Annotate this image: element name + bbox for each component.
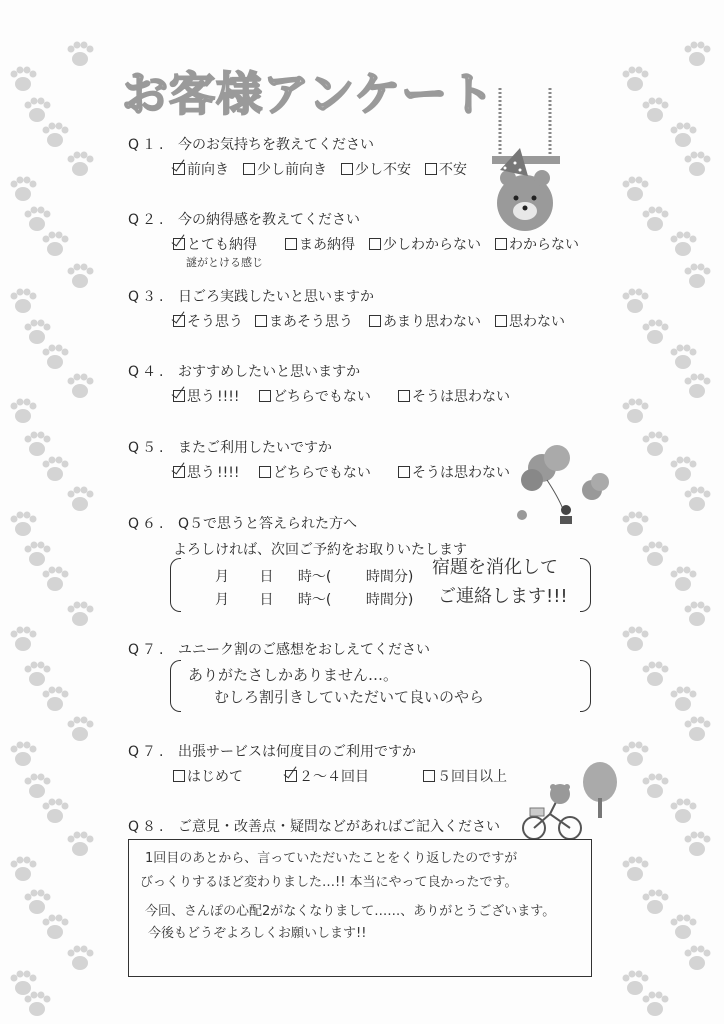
handwritten-comment-line1: 1回目のあとから、言っていただいたことをくり返したのですが <box>145 851 518 866</box>
paw-print-icon <box>668 121 698 149</box>
option-checkbox[interactable]: 思う !!!! <box>173 386 239 406</box>
paw-print-icon <box>620 65 650 93</box>
paw-print-icon <box>668 913 698 941</box>
q2-options <box>173 234 593 254</box>
paw-print-icon <box>682 600 712 628</box>
paw-print-icon <box>8 175 38 203</box>
option-checkbox[interactable]: ２～４回目 <box>285 766 369 786</box>
checkbox[interactable] <box>495 238 507 250</box>
checkbox[interactable] <box>369 238 381 250</box>
handwritten-answer-q6-line2: ご連絡します!!! <box>438 586 568 607</box>
option-checkbox[interactable]: とても納得 <box>173 234 257 254</box>
handwritten-note: 謎がとける感じ <box>186 256 263 269</box>
paw-print-icon <box>640 318 670 346</box>
paw-print-icon <box>620 287 650 315</box>
question-7b <box>128 741 416 761</box>
paw-print-icon <box>40 797 70 825</box>
paw-print-icon <box>22 318 52 346</box>
option-checkbox[interactable]: そう思う <box>173 311 243 331</box>
option-checkbox[interactable]: あまり思わない <box>369 311 481 331</box>
handwritten-answer-q6-line1: 宿題を消化して <box>432 557 558 578</box>
month-label: 月 <box>215 569 229 585</box>
paw-print-icon <box>40 565 70 593</box>
question-number: Q４. <box>128 364 167 380</box>
checkbox[interactable] <box>259 466 271 478</box>
paw-print-icon <box>65 372 95 400</box>
option-checkbox[interactable]: まあそう思う <box>255 311 353 331</box>
question-number: Q７. <box>128 642 167 658</box>
question-number: Q１. <box>128 137 167 153</box>
question-text: 今の納得感を教えてください <box>178 212 360 228</box>
bracket-right <box>580 558 591 612</box>
question-1 <box>128 134 374 154</box>
checkbox[interactable] <box>173 770 185 782</box>
handwritten-exclaim: !!!! <box>217 389 240 405</box>
option-checkbox[interactable]: 思う !!!! <box>173 462 239 482</box>
question-number: Q３. <box>128 289 167 305</box>
checkbox[interactable] <box>369 315 381 327</box>
day-label: 日 <box>259 592 274 608</box>
question-text: ご意見・改善点・疑問などがあればご記入ください <box>178 819 500 835</box>
question-text: 今のお気持ちを教えてください <box>178 137 374 153</box>
option-checkbox[interactable]: 少し不安 <box>341 159 411 179</box>
paw-print-icon <box>8 397 38 425</box>
question-number: Q６. <box>128 516 167 532</box>
paw-print-icon <box>668 565 698 593</box>
checkbox-checked[interactable] <box>173 466 185 478</box>
checkbox[interactable] <box>398 390 410 402</box>
paw-print-icon <box>620 510 650 538</box>
option-checkbox[interactable]: どちらでもない <box>259 462 371 482</box>
paw-print-icon <box>640 660 670 688</box>
question-text: 出張サービスは何度目のご利用ですか <box>178 744 416 760</box>
checkbox-checked[interactable] <box>173 390 185 402</box>
paw-print-icon <box>640 430 670 458</box>
handwritten-comment-line2: びっくりするほど変わりました…!! 本当にやって良かったです。 <box>140 875 518 890</box>
bracket-left <box>170 558 181 612</box>
day-label: 日 <box>259 569 274 585</box>
q6-subtext: よろしければ、次回ご予約をお取りいたします <box>173 542 467 558</box>
question-number: Q２. <box>128 212 167 228</box>
question-number: Q７. <box>128 744 167 760</box>
paw-print-icon <box>682 715 712 743</box>
paw-print-icon <box>8 855 38 883</box>
question-2 <box>128 209 360 229</box>
handwritten-comment-line3: 今回、さんぽの心配2がなくなりまして……、ありがとうございます。 <box>145 904 556 919</box>
paw-print-icon <box>40 685 70 713</box>
option-checkbox[interactable]: 不安 <box>425 159 467 179</box>
question-5 <box>128 437 332 457</box>
question-text: またご利用したいですか <box>178 440 332 456</box>
paw-print-icon <box>620 740 650 768</box>
paw-print-icon <box>65 715 95 743</box>
q1-options <box>173 159 593 179</box>
paw-print-icon <box>65 600 95 628</box>
paw-print-icon <box>40 343 70 371</box>
option-checkbox[interactable]: ５回目以上 <box>423 766 507 786</box>
checkbox[interactable] <box>259 390 271 402</box>
option-checkbox[interactable]: まあ納得 <box>285 234 355 254</box>
paw-print-icon <box>22 772 52 800</box>
paw-print-icon <box>40 455 70 483</box>
paw-print-icon <box>682 485 712 513</box>
option-checkbox[interactable]: 少し前向き <box>243 159 327 179</box>
handwritten-answer-q7a-line1: ありがたさしかありません…。 <box>188 666 399 684</box>
paw-print-icon <box>620 855 650 883</box>
paw-print-icon <box>22 540 52 568</box>
option-checkbox[interactable]: そうは思わない <box>398 462 510 482</box>
paw-print-icon <box>8 510 38 538</box>
paw-print-icon <box>640 990 670 1018</box>
q4-options <box>173 386 593 406</box>
checkbox[interactable] <box>425 163 437 175</box>
tree-illustration <box>580 760 620 820</box>
option-checkbox[interactable]: 思わない <box>495 311 565 331</box>
paw-print-icon <box>620 175 650 203</box>
question-number: Q５. <box>128 440 167 456</box>
reservation-row-1 <box>215 566 413 586</box>
q3-options <box>173 311 593 331</box>
paw-print-icon <box>8 625 38 653</box>
paw-print-icon <box>640 96 670 124</box>
question-3 <box>128 286 374 306</box>
bear-bicycle-illustration <box>520 782 585 842</box>
question-text: 日ごろ実践したいと思いますか <box>178 289 374 305</box>
paw-print-icon <box>22 990 52 1018</box>
paw-print-icon <box>682 372 712 400</box>
checkbox[interactable] <box>285 238 297 250</box>
question-text: ユニーク割のご感想をおしえてください <box>178 642 430 658</box>
paw-print-icon <box>682 944 712 972</box>
paw-print-icon <box>640 540 670 568</box>
time-label: 時～( <box>297 569 332 585</box>
reservation-row-2 <box>215 589 413 609</box>
option-checkbox[interactable]: そうは思わない <box>398 386 510 406</box>
paw-print-icon <box>65 485 95 513</box>
paw-print-icon <box>620 397 650 425</box>
paw-print-icon <box>668 230 698 258</box>
checkbox-checked[interactable] <box>285 770 297 782</box>
option-checkbox[interactable]: わからない <box>495 234 579 254</box>
handwritten-exclaim: !!!! <box>217 465 240 481</box>
duration-label: 時間分) <box>365 592 414 608</box>
paw-print-icon <box>682 40 712 68</box>
checkbox[interactable] <box>243 163 255 175</box>
paw-print-icon <box>22 660 52 688</box>
paw-print-icon <box>22 205 52 233</box>
paw-print-icon <box>8 740 38 768</box>
handwritten-comment-line4: 今後もどうぞよろしくお願いします!! <box>148 926 367 941</box>
checkbox[interactable] <box>398 466 410 478</box>
paw-print-icon <box>65 944 95 972</box>
handwritten-answer-q7a-line2: むしろ割引きしていただいて良いのやら <box>214 688 485 706</box>
paw-print-icon <box>22 96 52 124</box>
paw-print-icon <box>682 150 712 178</box>
paw-print-icon <box>40 913 70 941</box>
paw-print-icon <box>65 40 95 68</box>
checkbox-checked[interactable] <box>173 315 185 327</box>
question-6 <box>128 513 357 533</box>
question-number: Q８. <box>128 819 167 835</box>
question-7a <box>128 639 430 659</box>
paw-print-icon <box>65 830 95 858</box>
bracket-right <box>580 660 591 712</box>
paw-print-icon <box>40 121 70 149</box>
paw-print-icon <box>65 150 95 178</box>
option-checkbox[interactable]: 少しわからない <box>369 234 481 254</box>
page-title: お客様アンケート <box>122 67 496 121</box>
option-checkbox[interactable]: 前向き <box>173 159 229 179</box>
question-8 <box>128 816 500 836</box>
duration-label: 時間分) <box>365 569 414 585</box>
paw-print-icon <box>668 685 698 713</box>
paw-print-icon <box>22 430 52 458</box>
paw-print-icon <box>682 262 712 290</box>
question-4 <box>128 361 360 381</box>
checkbox-checked[interactable] <box>173 238 185 250</box>
paw-print-icon <box>40 230 70 258</box>
checkbox[interactable] <box>423 770 435 782</box>
question-text: おすすめしたいと思いますか <box>178 364 361 380</box>
clover-balloon-illustration <box>512 440 612 535</box>
paw-print-icon <box>8 287 38 315</box>
month-label: 月 <box>215 592 229 608</box>
checkbox-checked[interactable] <box>173 163 185 175</box>
paw-print-icon <box>640 888 670 916</box>
paw-print-icon <box>668 455 698 483</box>
option-checkbox[interactable]: はじめて <box>173 766 243 786</box>
option-checkbox[interactable]: どちらでもない <box>259 386 371 406</box>
question-text: Q５で思うと答えられた方へ <box>178 516 358 532</box>
paw-print-icon <box>65 262 95 290</box>
time-label: 時～( <box>297 592 332 608</box>
checkbox[interactable] <box>495 315 507 327</box>
checkbox[interactable] <box>341 163 353 175</box>
paw-print-icon <box>640 205 670 233</box>
paw-print-icon <box>682 830 712 858</box>
paw-print-icon <box>22 888 52 916</box>
bracket-left <box>170 660 181 712</box>
paw-print-icon <box>8 65 38 93</box>
paw-print-icon <box>640 772 670 800</box>
paw-print-icon <box>668 343 698 371</box>
checkbox[interactable] <box>255 315 267 327</box>
paw-print-icon <box>620 625 650 653</box>
paw-print-icon <box>668 797 698 825</box>
